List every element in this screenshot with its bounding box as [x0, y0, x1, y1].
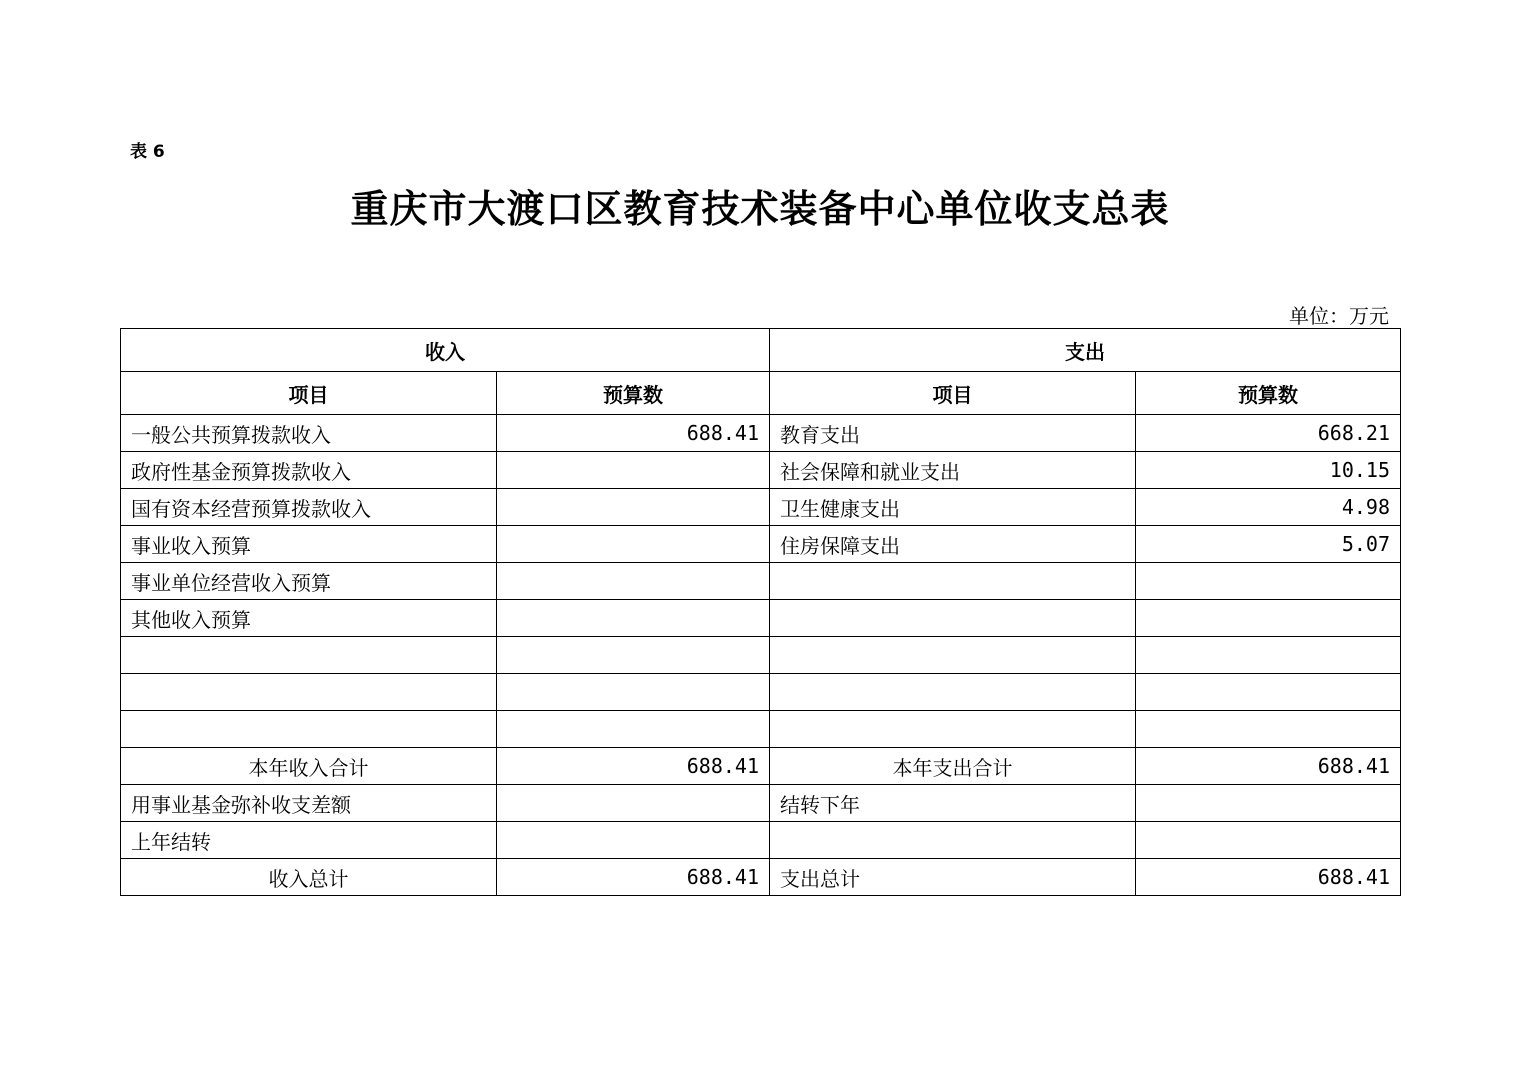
income-amount — [497, 600, 770, 637]
expense-item — [770, 822, 1136, 859]
expense-amount: 668.21 — [1136, 415, 1401, 452]
income-item — [121, 711, 497, 748]
income-amount — [497, 822, 770, 859]
expense-item: 住房保障支出 — [770, 526, 1136, 563]
income-section-header: 收入 — [121, 329, 770, 372]
expense-item: 结转下年 — [770, 785, 1136, 822]
table-row — [121, 711, 1401, 748]
expense-item — [770, 563, 1136, 600]
income-item: 其他收入预算 — [121, 600, 497, 637]
income-amount — [497, 711, 770, 748]
expense-item: 卫生健康支出 — [770, 489, 1136, 526]
column-header-row — [121, 372, 1401, 415]
income-amount — [497, 785, 770, 822]
table-row — [121, 415, 1401, 452]
income-amount — [497, 489, 770, 526]
table-row — [121, 637, 1401, 674]
income-amount — [497, 526, 770, 563]
expense-amount — [1136, 785, 1401, 822]
year-expense-total-amount: 688.41 — [1136, 748, 1401, 785]
income-item: 政府性基金预算拨款收入 — [121, 452, 497, 489]
budget-summary-table — [120, 328, 1401, 896]
year-expense-total-label: 本年支出合计 — [770, 748, 1136, 785]
expense-amount — [1136, 563, 1401, 600]
expense-item — [770, 674, 1136, 711]
table-row — [121, 452, 1401, 489]
income-amount — [497, 674, 770, 711]
expense-amount — [1136, 711, 1401, 748]
table-row — [121, 526, 1401, 563]
income-amount — [497, 563, 770, 600]
table-row — [121, 600, 1401, 637]
expense-amount — [1136, 822, 1401, 859]
expense-item: 教育支出 — [770, 415, 1136, 452]
income-item: 一般公共预算拨款收入 — [121, 415, 497, 452]
income-item: 事业单位经营收入预算 — [121, 563, 497, 600]
section-header-row — [121, 329, 1401, 372]
grand-total-row — [121, 859, 1401, 896]
grand-expense-total-label: 支出总计 — [770, 859, 1136, 896]
document-title: 重庆市大渡口区教育技术装备中心单位收支总表 — [350, 187, 1170, 231]
income-item — [121, 674, 497, 711]
grand-expense-total-amount: 688.41 — [1136, 859, 1401, 896]
income-amount — [497, 637, 770, 674]
expense-amount: 5.07 — [1136, 526, 1401, 563]
grand-income-total-label: 收入总计 — [121, 859, 497, 896]
year-total-row — [121, 748, 1401, 785]
table-row — [121, 563, 1401, 600]
expense-item-header: 项目 — [770, 372, 1136, 415]
year-income-total-amount: 688.41 — [497, 748, 770, 785]
income-item: 事业收入预算 — [121, 526, 497, 563]
table-number-label: 表 6 — [130, 142, 165, 162]
income-item: 用事业基金弥补收支差额 — [121, 785, 497, 822]
income-amount: 688.41 — [497, 415, 770, 452]
income-item: 上年结转 — [121, 822, 497, 859]
expense-section-header: 支出 — [770, 329, 1401, 372]
table-row — [121, 822, 1401, 859]
table-row — [121, 785, 1401, 822]
expense-item — [770, 637, 1136, 674]
income-budget-header: 预算数 — [497, 372, 770, 415]
table-row — [121, 674, 1401, 711]
expense-amount — [1136, 637, 1401, 674]
expense-item: 社会保障和就业支出 — [770, 452, 1136, 489]
income-item-header: 项目 — [121, 372, 497, 415]
income-item — [121, 637, 497, 674]
expense-item — [770, 711, 1136, 748]
unit-label: 单位：万元 — [1289, 304, 1389, 328]
expense-amount: 10.15 — [1136, 452, 1401, 489]
expense-item — [770, 600, 1136, 637]
expense-amount — [1136, 600, 1401, 637]
grand-income-total-amount: 688.41 — [497, 859, 770, 896]
income-amount — [497, 452, 770, 489]
expense-budget-header: 预算数 — [1136, 372, 1401, 415]
year-income-total-label: 本年收入合计 — [121, 748, 497, 785]
expense-amount — [1136, 674, 1401, 711]
expense-amount: 4.98 — [1136, 489, 1401, 526]
table-row — [121, 489, 1401, 526]
income-item: 国有资本经营预算拨款收入 — [121, 489, 497, 526]
